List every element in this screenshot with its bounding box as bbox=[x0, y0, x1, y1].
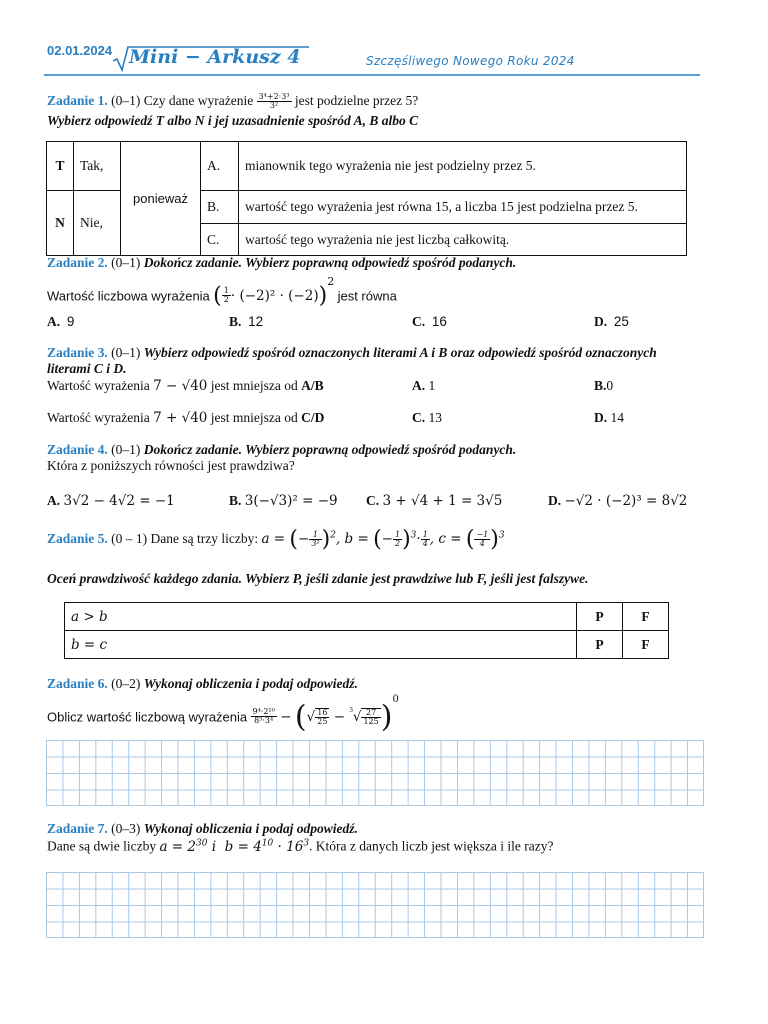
task-2-instruction: Dokończ zadanie. Wybierz poprawną odpowiedź spośród podanych. bbox=[143, 255, 517, 270]
task-3-row-1-choice: A/B bbox=[301, 378, 324, 393]
task-7-answer-grid[interactable] bbox=[46, 872, 704, 938]
paren-open: ( bbox=[213, 283, 222, 309]
task-5-statement-1: a > b bbox=[65, 603, 577, 631]
task-3-option-b[interactable]: B.0 bbox=[594, 378, 614, 393]
task-1-instruction: Wybierz odpowiedź T albo N i jej uzasadnienie spośród A, B albo C bbox=[47, 113, 419, 128]
task-5-header bbox=[47, 527, 505, 561]
task-5-row-1-false[interactable]: F bbox=[623, 603, 669, 631]
task-5-numbers: a = (− $\frac{1}{\text{3²}}$ )$^2$, b = (− $\frac{1}{2}$ )$^3$· $\frac{1}{4}$ , c = ( $\frac{-1}{4}$ )$^3$ bbox=[261, 527, 505, 552]
task-2-option-b[interactable]: B. 12 bbox=[229, 314, 264, 329]
task-6-answer-grid[interactable] bbox=[46, 740, 704, 806]
task-3-option-a[interactable]: A. 1 bbox=[412, 378, 436, 393]
task-3-instruction-2: literami C i D. bbox=[47, 361, 127, 376]
task-2-option-d[interactable]: D. 25 bbox=[594, 314, 629, 329]
task-4-label: Zadanie 4. bbox=[47, 442, 108, 457]
task-5-points: (0 – 1) bbox=[111, 531, 148, 546]
worksheet-title-text: Mini − Arkusz 4 bbox=[129, 46, 301, 68]
task-3-row-1-expr: 7 − √40 bbox=[153, 378, 208, 394]
task-2-question bbox=[47, 275, 397, 309]
reason-a-letter[interactable]: A. bbox=[201, 142, 239, 191]
task-6-text: Oblicz wartość liczbową wyrażenia bbox=[47, 709, 248, 725]
task-1-question: Czy dane wyrażenie bbox=[143, 93, 254, 108]
task-6-points: (0–2) bbox=[111, 676, 141, 691]
fraction-one-half: $\frac{1}{2}$ bbox=[223, 286, 229, 305]
task-6-fraction: $\frac{\text{9⁴·2¹⁰}}{\text{8³·3⁴}}$ bbox=[252, 707, 275, 726]
task-4-option-c[interactable]: C. 3 + √4 + 1 = 3√5 bbox=[366, 493, 503, 509]
task-7-text-after: . Która z danych liczb jest większa i ile razy? bbox=[309, 838, 554, 854]
answer-n-letter[interactable]: N bbox=[47, 191, 74, 256]
task-6-instruction: Wykonaj obliczenia i podaj odpowiedź. bbox=[143, 676, 358, 691]
task-7-numbers: $a = 2^{30}$ i $b = 4^{10} \cdot 16^3$ bbox=[159, 838, 310, 855]
task-2-text-after: jest równa bbox=[337, 288, 397, 304]
task-4-points: (0–1) bbox=[111, 442, 141, 457]
task-3-row-2-expr: 7 + √40 bbox=[153, 410, 208, 426]
task-1-question-end: jest podzielne przez 5? bbox=[294, 93, 419, 108]
task-1-label: Zadanie 1. bbox=[47, 93, 108, 108]
task-3-label: Zadanie 3. bbox=[47, 345, 108, 360]
task-3-row-1: Wartość wyrażenia 7 − √40 jest mniejsza od A/B bbox=[47, 378, 324, 394]
task-3-option-c[interactable]: C. 13 bbox=[412, 410, 442, 425]
reason-b-text[interactable]: wartość tego wyrażenia jest równa 15, a liczba 15 jest podzielna przez 5. bbox=[239, 191, 687, 224]
new-year-greeting: Szczęśliwego Nowego Roku 2024 bbox=[366, 54, 575, 68]
task-3-option-d[interactable]: D. 14 bbox=[594, 410, 624, 425]
task-5-instruction: Oceń prawdziwość każdego zdania. Wybierz P, jeśli zdanie jest prawdziwe lub F, jeśli jest falszywe. bbox=[47, 571, 589, 586]
task-7-instruction: Wykonaj obliczenia i podaj odpowiedź. bbox=[143, 821, 358, 836]
task-2-label: Zadanie 2. bbox=[47, 255, 108, 270]
task-2-text-before: Wartość liczbowa wyrażenia bbox=[47, 288, 210, 304]
task-3-instruction-1: Wybierz odpowiedź spośród oznaczonych literami A i B oraz odpowiedź spośród oznaczonych bbox=[143, 345, 657, 360]
task-2-points: (0–1) bbox=[111, 255, 141, 270]
header-divider bbox=[44, 74, 700, 76]
task-1-expression bbox=[257, 93, 292, 110]
task-2-option-c[interactable]: C. 16 bbox=[412, 314, 447, 329]
task-1-header bbox=[47, 93, 418, 110]
task-3-header bbox=[47, 345, 657, 361]
task-1-points: (0–1) bbox=[111, 93, 141, 108]
task-5-intro: Dane są trzy liczby: bbox=[150, 531, 259, 546]
task-4-option-a[interactable]: A. 3√2 − 4√2 = −1 bbox=[47, 493, 175, 509]
task-5-true-false-table bbox=[64, 602, 669, 659]
task-7-header bbox=[47, 821, 358, 837]
task-6-question: Oblicz wartość liczbową wyrażenia $\frac{\text{9⁴·2¹⁰}}{\text{8³·3⁴}}$ − (√ $\frac{16}{25}$ − $^3$√ $\frac{27}{125}$ )$^0$ bbox=[47, 694, 399, 735]
task-7-label: Zadanie 7. bbox=[47, 821, 108, 836]
task-7-points: (0–3) bbox=[111, 821, 141, 836]
task-3-points: (0–1) bbox=[111, 345, 141, 360]
task-1-expr-numerator: 3⁴+2·3³ bbox=[258, 92, 290, 102]
reason-a-text[interactable]: mianownik tego wyrażenia nie jest podzielny przez 5. bbox=[239, 142, 687, 191]
task-2-exponent: 2 bbox=[327, 275, 335, 288]
answer-t-text[interactable]: Tak, bbox=[74, 142, 121, 191]
task-4-header bbox=[47, 442, 516, 458]
task-5-row-1-true[interactable]: P bbox=[577, 603, 623, 631]
reason-c-letter[interactable]: C. bbox=[201, 224, 239, 256]
task-1-answer-table bbox=[46, 141, 687, 256]
task-2-header bbox=[47, 255, 516, 271]
task-6-label: Zadanie 6. bbox=[47, 676, 108, 691]
task-5-label: Zadanie 5. bbox=[47, 531, 108, 546]
task-1-expr-denominator: 3² bbox=[269, 101, 279, 111]
answer-t-letter[interactable]: T bbox=[47, 142, 74, 191]
task-7-question bbox=[47, 838, 553, 855]
task-3-row-2: Wartość wyrażenia 7 + √40 jest mniejsza od C/D bbox=[47, 410, 325, 426]
task-4-option-b[interactable]: B. 3(−√3)² = −9 bbox=[229, 493, 338, 509]
because-label: ponieważ bbox=[121, 142, 201, 256]
task-2-expr: · (−2)² · (−2) bbox=[230, 287, 319, 304]
task-6-header bbox=[47, 676, 358, 692]
paren-close: ) bbox=[318, 283, 328, 309]
task-5-row-2-true[interactable]: P bbox=[577, 631, 623, 659]
reason-b-letter[interactable]: B. bbox=[201, 191, 239, 224]
task-3-row-2-choice: C/D bbox=[301, 410, 325, 425]
task-7-text-before: Dane są dwie liczby bbox=[47, 838, 157, 854]
task-2-option-a[interactable]: A. 9 bbox=[47, 314, 75, 329]
reason-c-text[interactable]: wartość tego wyrażenia nie jest liczbą całkowitą. bbox=[239, 224, 687, 256]
task-4-option-d[interactable]: D. −√2 · (−2)³ = 8√2 bbox=[548, 493, 688, 509]
worksheet-date: 02.01.2024 bbox=[47, 43, 113, 58]
task-4-instruction: Dokończ zadanie. Wybierz poprawną odpowiedź spośród podanych. bbox=[143, 442, 517, 457]
answer-n-text[interactable]: Nie, bbox=[74, 191, 121, 256]
task-4-question: Która z poniższych równości jest prawdziwa? bbox=[47, 458, 295, 473]
task-5-statement-2: b = c bbox=[65, 631, 577, 659]
task-5-row-2-false[interactable]: F bbox=[623, 631, 669, 659]
